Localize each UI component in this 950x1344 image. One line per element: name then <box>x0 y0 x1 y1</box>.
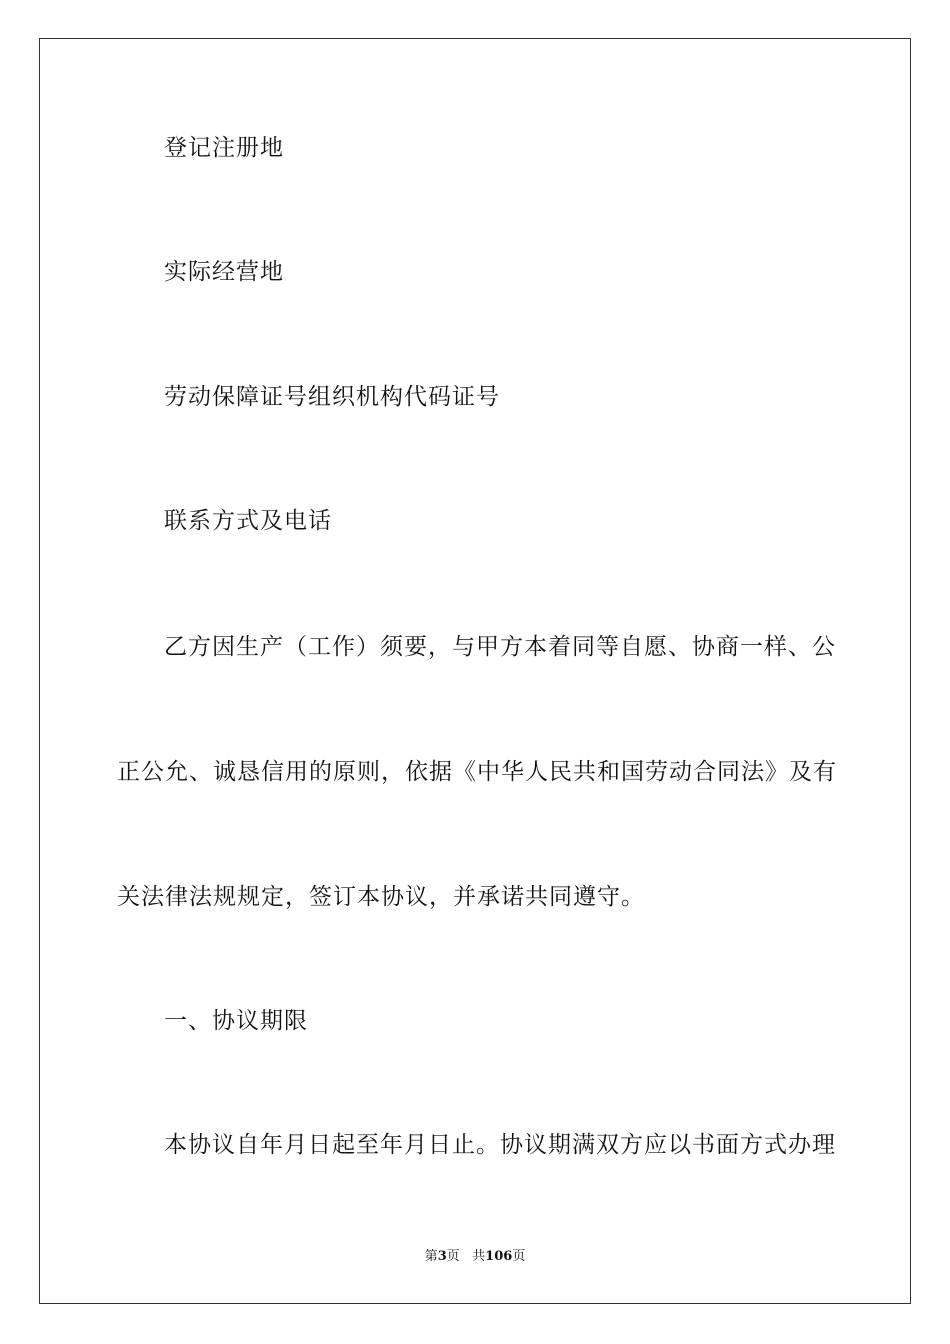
page-prefix: 第 <box>424 1249 438 1264</box>
paragraph-line: 关法律法规规定，签订本协议，并承诺共同遵守。 <box>117 884 645 910</box>
page-number: 3 <box>437 1249 447 1264</box>
section-heading: 一、协议期限 <box>164 1008 308 1034</box>
field-registered-address: 登记注册地 <box>164 135 284 161</box>
paragraph-line: 乙方因生产（工作）须要，与甲方本着同等自愿、协商一样、公 <box>164 634 836 660</box>
total-prefix: 共 <box>472 1249 486 1264</box>
total-pages: 106 <box>485 1249 513 1264</box>
page-border <box>39 38 911 1304</box>
total-suffix: 页 <box>512 1249 526 1264</box>
field-labor-security-number: 劳动保障证号组织机构代码证号 <box>164 384 500 410</box>
field-contact-phone: 联系方式及电话 <box>164 508 332 534</box>
paragraph-line: 本协议自年月日起至年月日止。协议期满双方应以书面方式办理 <box>164 1132 836 1158</box>
field-business-address: 实际经营地 <box>164 259 284 285</box>
page-footer <box>0 1248 950 1266</box>
paragraph-line: 正公允、诚恳信用的原则，依据《中华人民共和国劳动合同法》及有 <box>117 759 837 785</box>
page-suffix: 页 <box>446 1249 460 1264</box>
